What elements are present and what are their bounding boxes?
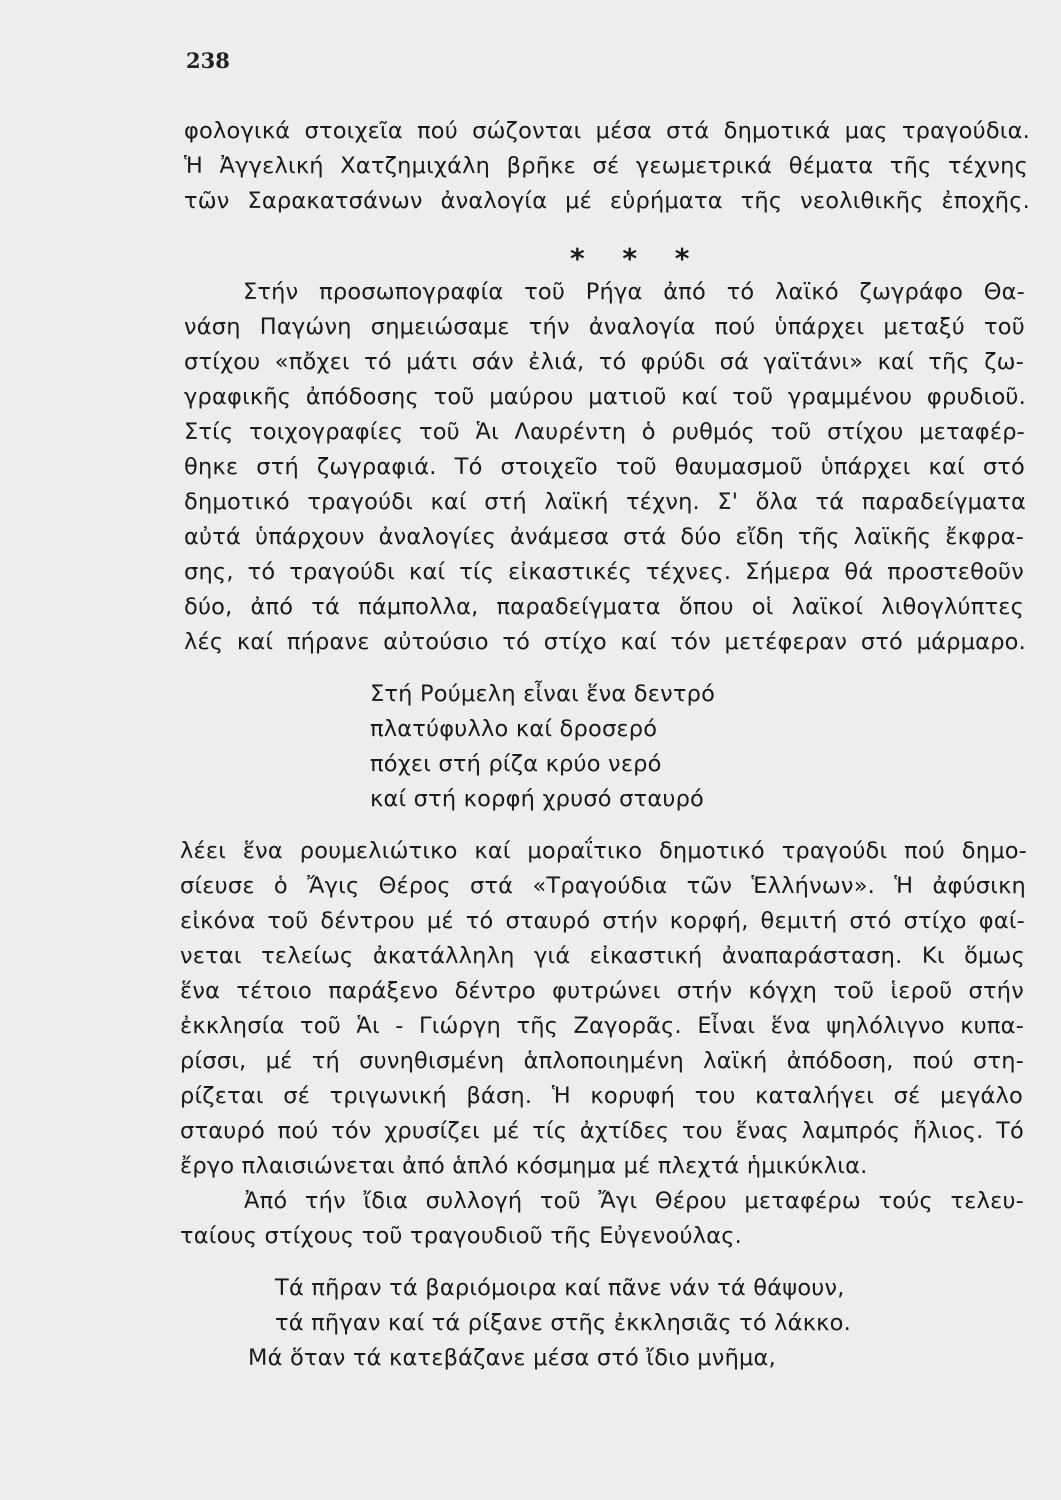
paragraph-line: νάση Παγώνη σημειώσαμε τήν ἀναλογία πού ὑπάρχει μεταξύ τοῦ: [184, 314, 1025, 340]
paragraph-line: σίευσε ὁ Ἄγις Θέρος στά «Τραγούδια τῶν Ἑλλήνων». Ἡ ἀφύσικη: [180, 873, 1026, 899]
verse-line: τά πῆγαν καί τά ρίξανε στῆς ἐκκλησιᾶς τό λάκκο.: [275, 1310, 851, 1336]
paragraph-line: δημοτικό τραγούδι καί στή λαϊκή τέχνη. Σ' ὅλα τά παραδείγματα: [184, 489, 1026, 515]
paragraph-line: τῶν Σαρακατσάνων ἀναλογία μέ εὑρήματα τῆς νεολιθικῆς ἐποχῆς.: [184, 188, 1030, 214]
paragraph-line: ἔργο πλαισιώνεται ἀπό ἁπλό κόσμημα μέ πλεχτά ἡμικύκλια.: [180, 1153, 868, 1179]
paragraph-line: ἐκκλησία τοῦ Ἁι - Γιώργη τῆς Ζαγορᾶς. Εἶναι ἕνα ψηλόλιγνο κυπα-: [180, 1013, 1024, 1039]
paragraph-line: Στήν προσωπογραφία τοῦ Ρήγα ἀπό τό λαϊκό ζωγράφο Θα-: [243, 279, 1025, 305]
paragraph-line: Στίς τοιχογραφίες τοῦ Ἁι Λαυρέντη ὁ ρυθμός τοῦ στίχου μεταφέρ-: [184, 419, 1025, 445]
paragraph-line: λέει ἕνα ρουμελιώτικο καί μοραΐτικο δημοτικό τραγούδι πού δημο-: [180, 838, 1027, 864]
section-separator: * * *: [570, 242, 704, 275]
paragraph-line: λές καί πήρανε αὐτούσιο τό στίχο καί τόν μετέφεραν στό μάρμαρο.: [184, 629, 1026, 655]
paragraph-line: γραφικῆς ἀπόδοσης τοῦ μαύρου ματιοῦ καί τοῦ γραμμένου φρυδιοῦ.: [184, 384, 1026, 410]
verse-line: καί στή κορφή χρυσό σταυρό: [370, 786, 705, 812]
paragraph-line: νεται τελείως ἀκατάλληλη γιά εἰκαστική ἀναπαράσταση. Κι ὅμως: [180, 943, 1025, 969]
verse-line: Τά πῆραν τά βαριόμοιρα καί πᾶνε νάν τά θάψουν,: [275, 1275, 845, 1301]
paragraph-line: στίχου «πὄχει τό μάτι σάν ἐλιά, τό φρύδι σά γαϊτάνι» καί τῆς ζω-: [184, 349, 1024, 375]
paragraph-line: ρίζεται σέ τριγωνική βάση. Ἡ κορυφή του καταλήγει σέ μεγάλο: [180, 1083, 1023, 1109]
paragraph-line: σταυρό πού τόν χρυσίζει μέ τίς ἀχτίδες του ἕνας λαμπρός ἥλιος. Τό: [180, 1118, 1024, 1144]
page-number: 238: [186, 48, 230, 73]
paragraph-line: θηκε στή ζωγραφιά. Τό στοιχεῖο τοῦ θαυμασμοῦ ὑπάρχει καί στό: [184, 454, 1025, 480]
paragraph-line: αὐτά ὑπάρχουν ἀναλογίες ἀνάμεσα στά δύο εἴδη τῆς λαϊκῆς ἔκφρα-: [184, 524, 1024, 550]
paragraph-line: ρίσσι, μέ τή συνηθισμένη ἁπλοποιημένη λαϊκή ἀπόδοση, πού στη-: [180, 1048, 1024, 1074]
paragraph-line: φολογικά στοιχεῖα πού σώζονται μέσα στά δημοτικά μας τραγούδια.: [184, 118, 1030, 144]
paragraph-line: ἕνα τέτοιο παράξενο δέντρο φυτρώνει στήν κόγχη τοῦ ἱεροῦ στήν: [180, 978, 1024, 1004]
paragraph-line: εἰκόνα τοῦ δέντρου μέ τό σταυρό στήν κορφή, θεμιτή στό στίχο φαί-: [180, 908, 1025, 934]
paragraph-line: δύο, ἀπό τά πάμπολλα, παραδείγματα ὅπου οἱ λαϊκοί λιθογλύπτες: [184, 594, 1024, 620]
paragraph-line: Ἀπό τήν ἴδια συλλογή τοῦ Ἄγι Θέρου μεταφέρω τούς τελευ-: [244, 1188, 1024, 1214]
verse-line: Στή Ρούμελη εἶναι ἕνα δεντρό: [370, 681, 716, 707]
paragraph-line: Ἡ Ἀγγελική Χατζημιχάλη βρῆκε σέ γεωμετρικά θέματα τῆς τέχνης: [184, 153, 1028, 179]
paragraph-line: σης, τό τραγούδι καί τίς εἰκαστικές τέχνες. Σήμερα θά προστεθοῦν: [184, 559, 1024, 585]
paragraph-line: ταίους στίχους τοῦ τραγουδιοῦ τῆς Εὐγενούλας.: [180, 1223, 742, 1249]
verse-line: πόχει στή ρίζα κρύο νερό: [370, 751, 662, 777]
verse-line: πλατύφυλλο καί δροσερό: [370, 716, 658, 742]
verse-line: Μά ὅταν τά κατεβάζανε μέσα στό ἴδιο μνῆμα,: [248, 1345, 776, 1371]
